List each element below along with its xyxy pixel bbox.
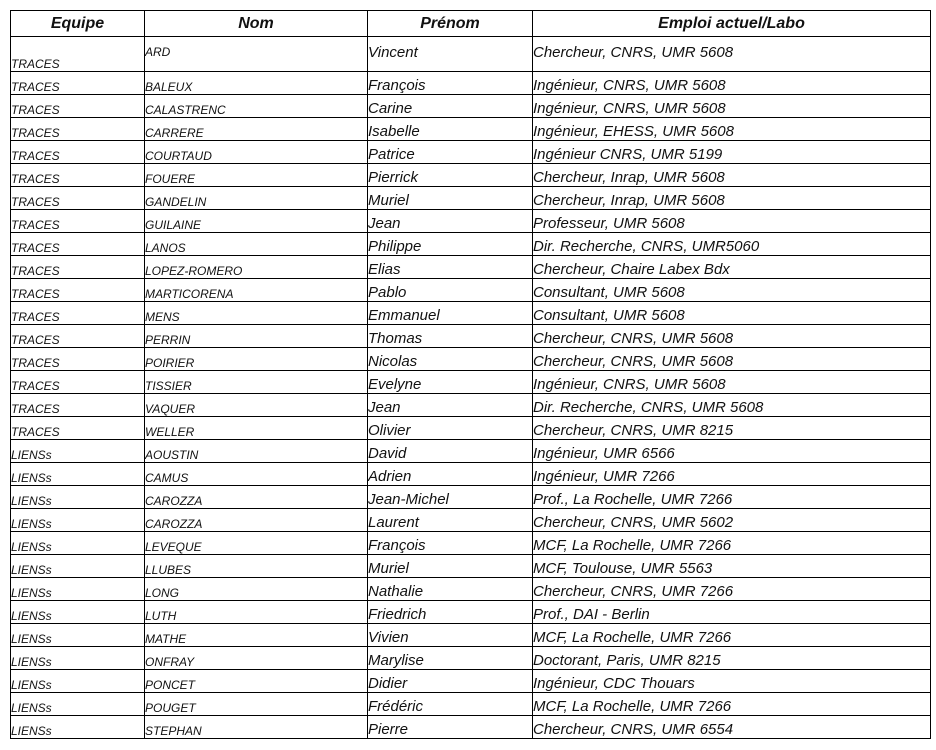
cell-prenom: Laurent xyxy=(368,509,533,532)
cell-prenom: Adrien xyxy=(368,463,533,486)
cell-nom: STEPHAN xyxy=(145,716,368,739)
cell-prenom: David xyxy=(368,440,533,463)
table-row xyxy=(11,210,931,233)
cell-equipe: TRACES xyxy=(11,72,145,95)
cell-emploi: MCF, La Rochelle, UMR 7266 xyxy=(533,532,931,555)
table-row xyxy=(11,348,931,371)
header-emploi: Emploi actuel/Labo xyxy=(533,11,931,37)
table-row xyxy=(11,578,931,601)
cell-equipe: TRACES xyxy=(11,302,145,325)
cell-equipe: LIENSs xyxy=(11,440,145,463)
cell-prenom: Nicolas xyxy=(368,348,533,371)
cell-equipe: TRACES xyxy=(11,141,145,164)
cell-nom: MATHE xyxy=(145,624,368,647)
cell-prenom: François xyxy=(368,72,533,95)
cell-prenom: Emmanuel xyxy=(368,302,533,325)
cell-equipe: LIENSs xyxy=(11,532,145,555)
cell-prenom: Friedrich xyxy=(368,601,533,624)
cell-prenom: Vincent xyxy=(368,37,533,72)
cell-prenom: Muriel xyxy=(368,555,533,578)
table-row xyxy=(11,302,931,325)
cell-emploi: MCF, La Rochelle, UMR 7266 xyxy=(533,624,931,647)
cell-nom: LANOS xyxy=(145,233,368,256)
table-row xyxy=(11,716,931,739)
cell-equipe: LIENSs xyxy=(11,693,145,716)
cell-prenom: Jean xyxy=(368,210,533,233)
table-row xyxy=(11,509,931,532)
cell-equipe: TRACES xyxy=(11,95,145,118)
table-row xyxy=(11,279,931,302)
cell-nom: CAROZZA xyxy=(145,509,368,532)
cell-emploi: Consultant, UMR 5608 xyxy=(533,302,931,325)
cell-nom: CALASTRENC xyxy=(145,95,368,118)
table-row xyxy=(11,670,931,693)
cell-equipe: LIENSs xyxy=(11,624,145,647)
table-row xyxy=(11,647,931,670)
cell-prenom: Jean-Michel xyxy=(368,486,533,509)
cell-nom: BALEUX xyxy=(145,72,368,95)
table-row xyxy=(11,256,931,279)
cell-equipe: TRACES xyxy=(11,394,145,417)
cell-nom: VAQUER xyxy=(145,394,368,417)
cell-nom: ONFRAY xyxy=(145,647,368,670)
cell-nom: CAMUS xyxy=(145,463,368,486)
cell-equipe: TRACES xyxy=(11,256,145,279)
cell-nom: POUGET xyxy=(145,693,368,716)
cell-equipe: TRACES xyxy=(11,348,145,371)
cell-nom: LOPEZ-ROMERO xyxy=(145,256,368,279)
cell-prenom: Philippe xyxy=(368,233,533,256)
cell-emploi: Chercheur, CNRS, UMR 5608 xyxy=(533,37,931,72)
table-row xyxy=(11,95,931,118)
cell-nom: LEVEQUE xyxy=(145,532,368,555)
cell-equipe: LIENSs xyxy=(11,578,145,601)
cell-equipe: TRACES xyxy=(11,164,145,187)
cell-emploi: Dir. Recherche, CNRS, UMR5060 xyxy=(533,233,931,256)
table-row xyxy=(11,394,931,417)
table-row xyxy=(11,486,931,509)
cell-nom: POIRIER xyxy=(145,348,368,371)
table-row xyxy=(11,141,931,164)
cell-emploi: Chercheur, CNRS, UMR 8215 xyxy=(533,417,931,440)
cell-equipe: LIENSs xyxy=(11,555,145,578)
cell-equipe: TRACES xyxy=(11,233,145,256)
cell-emploi: Chercheur, CNRS, UMR 5608 xyxy=(533,325,931,348)
cell-emploi: Ingénieur, CNRS, UMR 5608 xyxy=(533,95,931,118)
cell-nom: PONCET xyxy=(145,670,368,693)
cell-prenom: Didier xyxy=(368,670,533,693)
cell-prenom: Olivier xyxy=(368,417,533,440)
cell-prenom: Vivien xyxy=(368,624,533,647)
cell-emploi: Prof., La Rochelle, UMR 7266 xyxy=(533,486,931,509)
cell-nom: WELLER xyxy=(145,417,368,440)
cell-prenom: François xyxy=(368,532,533,555)
header-row xyxy=(11,11,931,37)
cell-emploi: Ingénieur, EHESS, UMR 5608 xyxy=(533,118,931,141)
members-table xyxy=(10,10,931,739)
cell-emploi: MCF, Toulouse, UMR 5563 xyxy=(533,555,931,578)
cell-nom: GUILAINE xyxy=(145,210,368,233)
cell-equipe: LIENSs xyxy=(11,716,145,739)
cell-equipe: LIENSs xyxy=(11,463,145,486)
cell-equipe: TRACES xyxy=(11,187,145,210)
cell-prenom: Pierre xyxy=(368,716,533,739)
table-row xyxy=(11,164,931,187)
table-row xyxy=(11,233,931,256)
table-row xyxy=(11,72,931,95)
cell-nom: TISSIER xyxy=(145,371,368,394)
cell-nom: PERRIN xyxy=(145,325,368,348)
cell-prenom: Carine xyxy=(368,95,533,118)
cell-emploi: Chercheur, CNRS, UMR 6554 xyxy=(533,716,931,739)
cell-prenom: Thomas xyxy=(368,325,533,348)
cell-emploi: Prof., DAI - Berlin xyxy=(533,601,931,624)
cell-equipe: LIENSs xyxy=(11,670,145,693)
cell-emploi: Dir. Recherche, CNRS, UMR 5608 xyxy=(533,394,931,417)
table-body xyxy=(11,37,931,739)
cell-emploi: Ingénieur CNRS, UMR 5199 xyxy=(533,141,931,164)
table-row xyxy=(11,37,931,72)
header-nom: Nom xyxy=(145,11,368,37)
table-row xyxy=(11,601,931,624)
table-row xyxy=(11,118,931,141)
table-row xyxy=(11,693,931,716)
cell-emploi: Chercheur, CNRS, UMR 5608 xyxy=(533,348,931,371)
cell-nom: AOUSTIN xyxy=(145,440,368,463)
cell-equipe: TRACES xyxy=(11,118,145,141)
cell-equipe: LIENSs xyxy=(11,509,145,532)
cell-equipe: TRACES xyxy=(11,279,145,302)
cell-emploi: Chercheur, CNRS, UMR 5602 xyxy=(533,509,931,532)
cell-emploi: Professeur, UMR 5608 xyxy=(533,210,931,233)
cell-emploi: MCF, La Rochelle, UMR 7266 xyxy=(533,693,931,716)
cell-nom: COURTAUD xyxy=(145,141,368,164)
cell-nom: LLUBES xyxy=(145,555,368,578)
cell-equipe: LIENSs xyxy=(11,647,145,670)
cell-nom: LUTH xyxy=(145,601,368,624)
cell-nom: ARD xyxy=(145,37,368,72)
table-row xyxy=(11,463,931,486)
cell-prenom: Evelyne xyxy=(368,371,533,394)
cell-equipe: LIENSs xyxy=(11,601,145,624)
cell-prenom: Marylise xyxy=(368,647,533,670)
cell-prenom: Jean xyxy=(368,394,533,417)
cell-prenom: Frédéric xyxy=(368,693,533,716)
table-row xyxy=(11,187,931,210)
cell-emploi: Consultant, UMR 5608 xyxy=(533,279,931,302)
cell-emploi: Chercheur, Chaire Labex Bdx xyxy=(533,256,931,279)
cell-emploi: Ingénieur, CDC Thouars xyxy=(533,670,931,693)
table-row xyxy=(11,555,931,578)
cell-nom: LONG xyxy=(145,578,368,601)
cell-nom: FOUERE xyxy=(145,164,368,187)
cell-prenom: Pierrick xyxy=(368,164,533,187)
cell-equipe: TRACES xyxy=(11,210,145,233)
cell-prenom: Pablo xyxy=(368,279,533,302)
table-row xyxy=(11,371,931,394)
cell-emploi: Ingénieur, CNRS, UMR 5608 xyxy=(533,72,931,95)
table-row xyxy=(11,325,931,348)
cell-equipe: TRACES xyxy=(11,37,145,72)
cell-equipe: TRACES xyxy=(11,325,145,348)
cell-prenom: Isabelle xyxy=(368,118,533,141)
header-equipe: Equipe xyxy=(11,11,145,37)
cell-prenom: Nathalie xyxy=(368,578,533,601)
header-prenom: Prénom xyxy=(368,11,533,37)
cell-nom: CAROZZA xyxy=(145,486,368,509)
cell-prenom: Elias xyxy=(368,256,533,279)
cell-nom: CARRERE xyxy=(145,118,368,141)
cell-nom: MARTICORENA xyxy=(145,279,368,302)
cell-emploi: Chercheur, Inrap, UMR 5608 xyxy=(533,164,931,187)
cell-equipe: LIENSs xyxy=(11,486,145,509)
cell-equipe: TRACES xyxy=(11,417,145,440)
cell-nom: MENS xyxy=(145,302,368,325)
cell-emploi: Chercheur, Inrap, UMR 5608 xyxy=(533,187,931,210)
cell-emploi: Chercheur, CNRS, UMR 7266 xyxy=(533,578,931,601)
cell-emploi: Ingénieur, CNRS, UMR 5608 xyxy=(533,371,931,394)
cell-emploi: Ingénieur, UMR 7266 xyxy=(533,463,931,486)
table-row xyxy=(11,440,931,463)
cell-prenom: Patrice xyxy=(368,141,533,164)
table-row xyxy=(11,532,931,555)
cell-emploi: Ingénieur, UMR 6566 xyxy=(533,440,931,463)
table-row xyxy=(11,624,931,647)
cell-emploi: Doctorant, Paris, UMR 8215 xyxy=(533,647,931,670)
table-row xyxy=(11,417,931,440)
cell-prenom: Muriel xyxy=(368,187,533,210)
cell-nom: GANDELIN xyxy=(145,187,368,210)
cell-equipe: TRACES xyxy=(11,371,145,394)
